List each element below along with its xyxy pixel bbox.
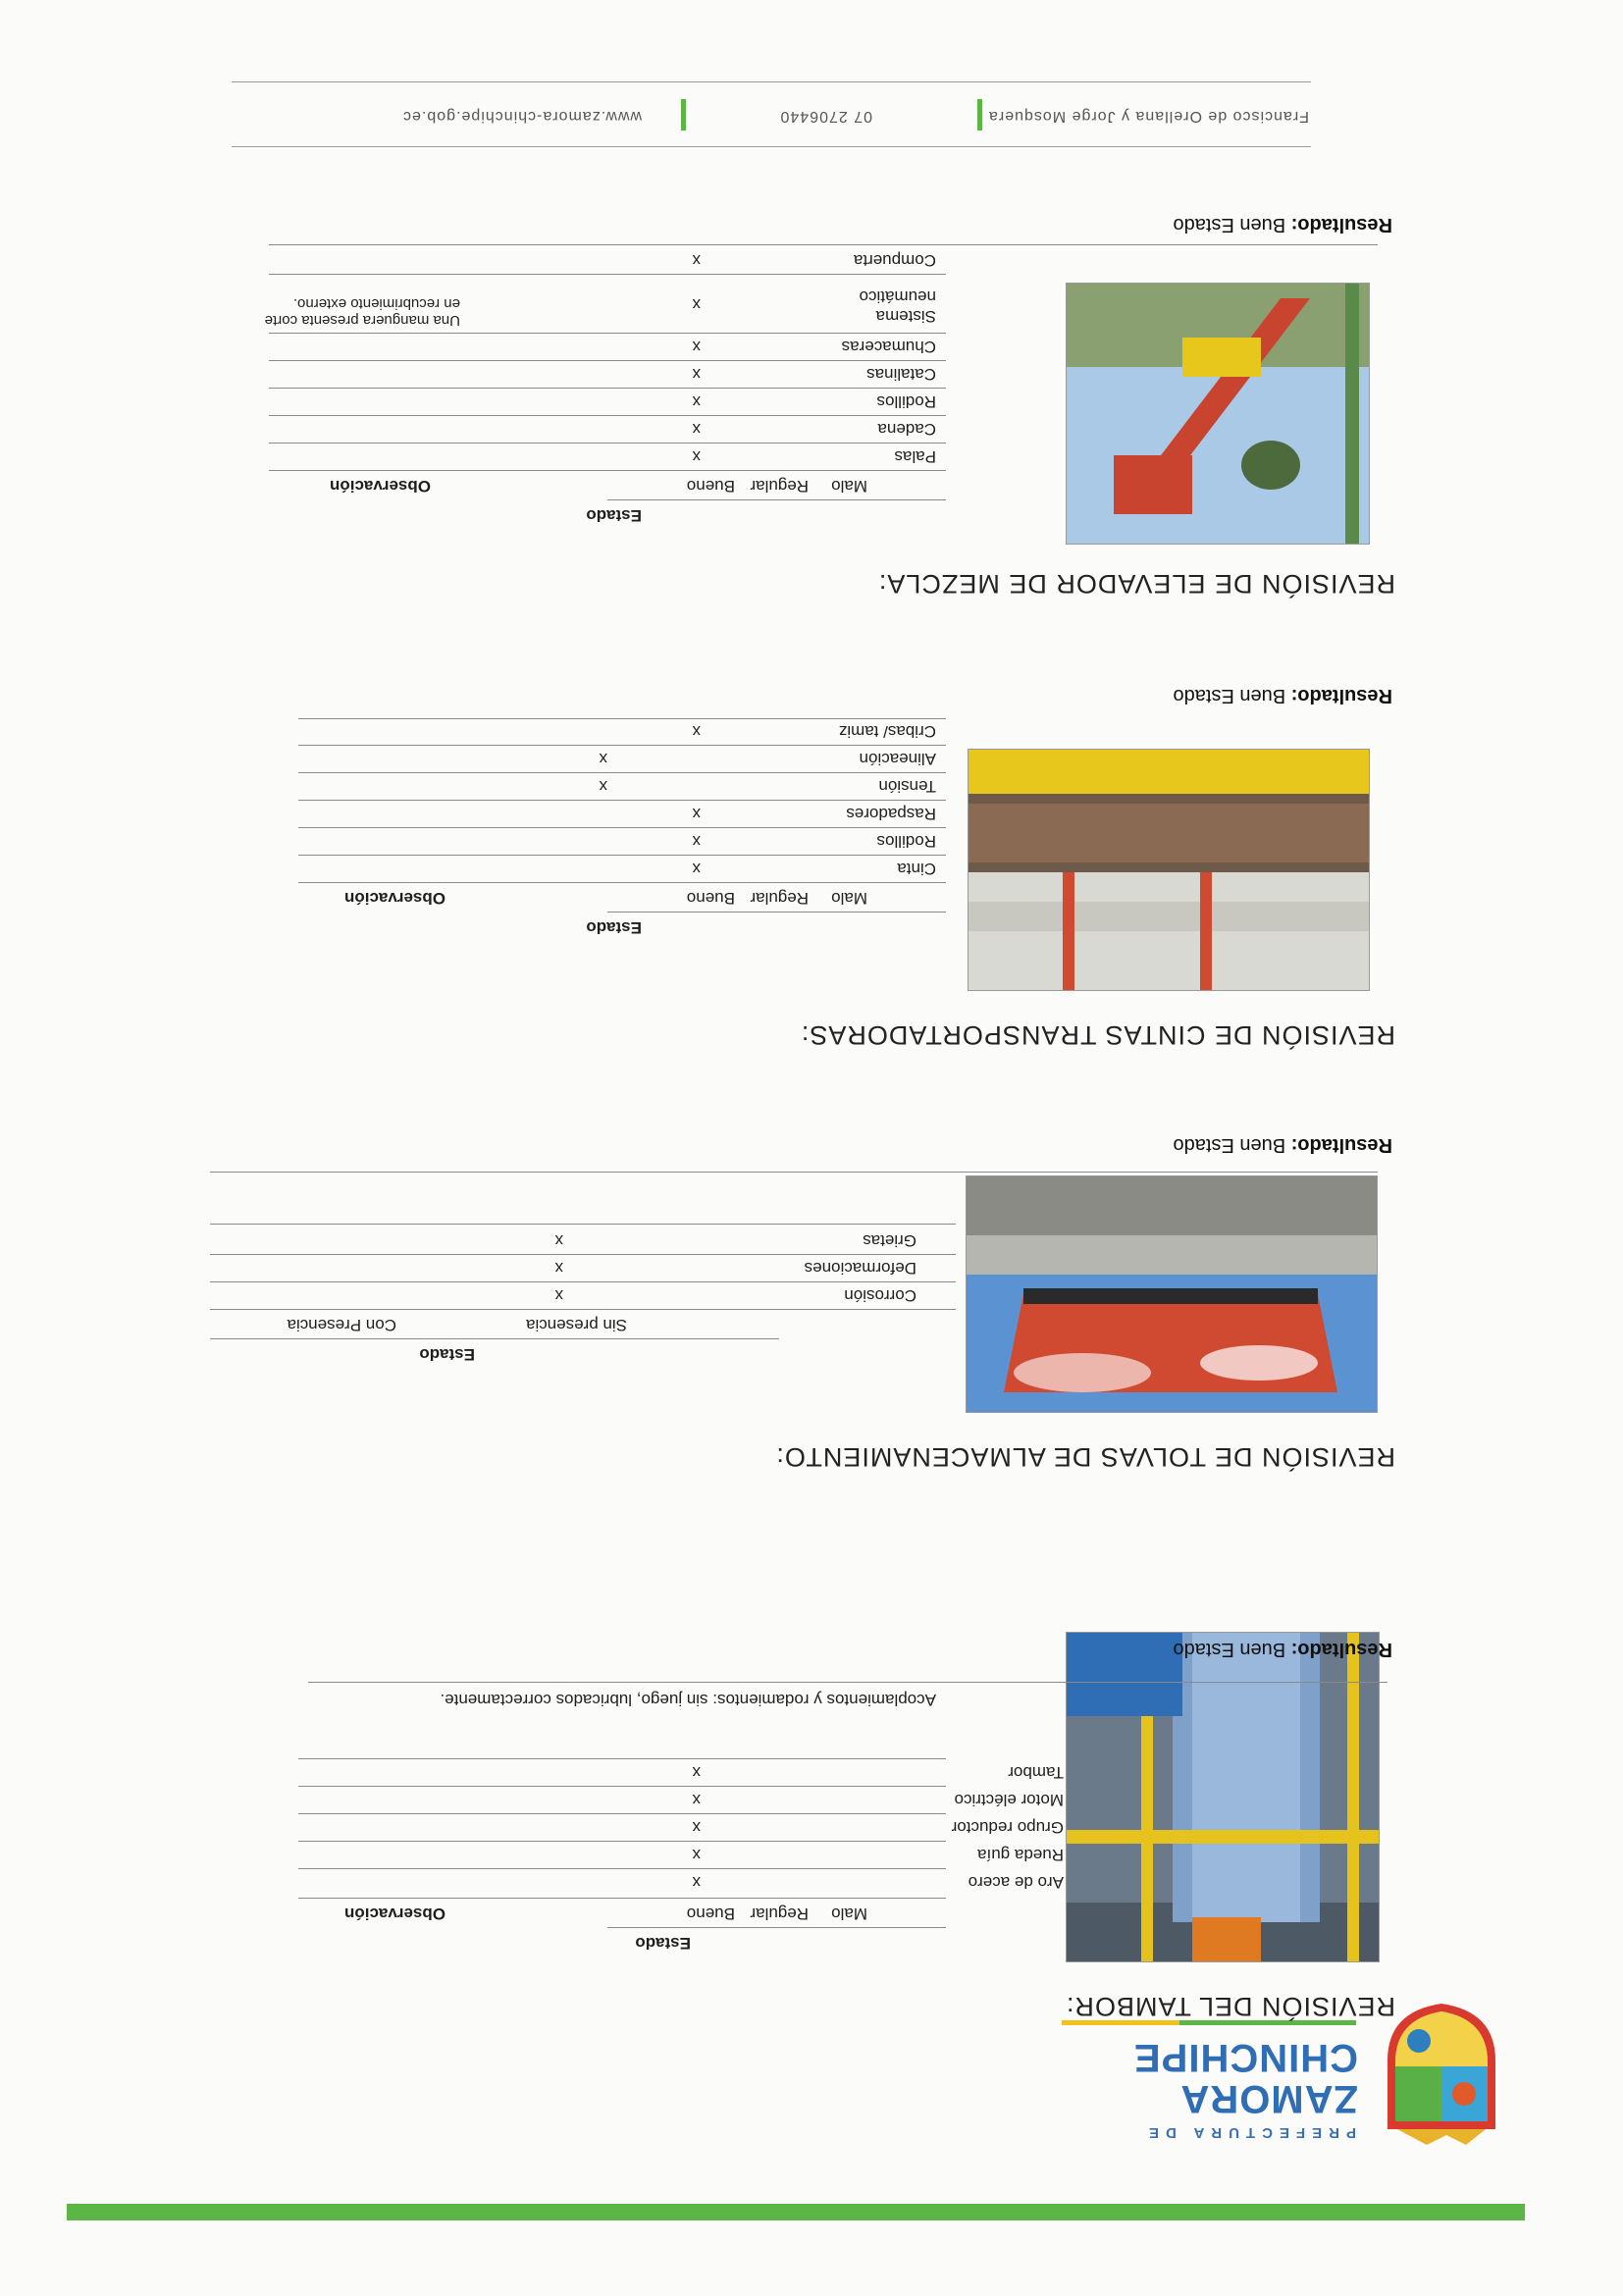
elevador-observation: Una manguera presenta corte en recubrimiento externo. <box>264 295 460 329</box>
bueno-mark: x <box>692 365 701 384</box>
elevador-result: Resultado: Buen Estado <box>1173 214 1392 235</box>
header-bueno: Bueno <box>686 477 735 496</box>
header-estado: Estado <box>635 1934 691 1953</box>
header-underline <box>607 499 946 500</box>
sin-presencia-mark: x <box>554 1231 563 1250</box>
footer-separator <box>977 99 982 130</box>
photo-cintas <box>968 749 1370 991</box>
table-row-label: Cadena <box>877 420 936 439</box>
table-row-line <box>298 827 946 828</box>
header-regular: Regular <box>750 889 809 908</box>
section-title-tolvas: REVISIÓN DE TOLVAS DE ALMACENAMIENTO: <box>775 1442 1395 1472</box>
header-observacion: Observación <box>344 1905 445 1923</box>
bueno-mark: x <box>692 251 701 270</box>
header-bueno: Bueno <box>686 1905 735 1923</box>
prefecture-logo <box>858 2002 1505 2149</box>
header-malo: Malo <box>831 477 867 496</box>
table-row-label: Corrosión <box>844 1286 916 1305</box>
table-row-line <box>298 1898 946 1899</box>
bueno-mark: x <box>692 447 701 466</box>
bueno-mark: x <box>692 805 701 823</box>
bueno-mark: x <box>692 722 701 741</box>
section-line <box>269 244 1378 245</box>
footer-phone: 07 2706440 <box>779 108 872 125</box>
header-estado-cintas: Estado <box>586 918 642 937</box>
header-regular: Regular <box>750 1905 809 1923</box>
table-row-label: Deformaciones <box>804 1259 916 1278</box>
section-title-tambor: REVISIÓN DEL TAMBOR: <box>1065 1992 1395 2021</box>
table-row-label: Tambor <box>1008 1763 1064 1782</box>
table-row-label: Grietas <box>863 1231 916 1250</box>
footer-address: Francisco de Orellana y Jorge Mosquera <box>987 108 1309 125</box>
table-row-label: Compuerta <box>853 251 936 270</box>
bueno-mark: x <box>692 860 701 878</box>
logo-prefix-text: PREFECTURA DE <box>1142 2124 1356 2141</box>
header-malo: Malo <box>831 889 867 908</box>
table-row-line <box>269 415 946 416</box>
table-row-label: Chumaceras <box>841 338 936 356</box>
header-malo: Malo <box>831 1905 867 1923</box>
header-green-band <box>67 2204 1525 2220</box>
table-row-line <box>269 333 946 334</box>
table-row-label: Grupo reductor <box>951 1818 1064 1837</box>
bueno-mark: x <box>692 1873 701 1892</box>
table-row-line <box>298 800 946 801</box>
table-row-label: Cinta <box>897 860 936 878</box>
header-sin-presencia: Sin presencia <box>525 1316 627 1334</box>
bueno-mark: x <box>692 338 701 356</box>
header-underline <box>210 1338 779 1339</box>
table-row-line <box>298 855 946 856</box>
table-row-label: Alineación <box>859 750 936 768</box>
header-estado-tolvas: Estado <box>419 1345 475 1364</box>
section-title-elevador: REVISIÓN DE ELEVADOR DE MEZCLA: <box>877 569 1395 599</box>
table-row-line <box>210 1309 956 1310</box>
header-bueno: Bueno <box>686 889 735 908</box>
header-regular: Regular <box>750 477 809 496</box>
photo-elevador <box>1066 283 1370 545</box>
header-observacion: Observación <box>330 477 431 496</box>
bueno-mark: x <box>692 1818 701 1837</box>
regular-mark: x <box>599 750 607 768</box>
section-line <box>308 1682 1387 1683</box>
logo-title-line1: ZAMORA <box>1179 2077 1358 2120</box>
table-row-line <box>298 772 946 773</box>
table-row-label: Raspadores <box>846 805 936 823</box>
header-underline <box>607 1927 946 1928</box>
tambor-result: Resultado: Buen Estado <box>1173 1639 1392 1660</box>
table-row-line <box>210 1254 956 1255</box>
logo-title-line2: CHINCHIPE <box>1132 2036 1358 2079</box>
bueno-mark: x <box>692 392 701 411</box>
table-row-line <box>269 388 946 389</box>
coat-of-arms-icon <box>1378 2002 1505 2149</box>
header-underline <box>607 912 946 913</box>
table-row-line <box>298 1841 946 1842</box>
table-row-label: Motor eléctrico <box>954 1791 1064 1809</box>
table-row-label: Aro de acero <box>968 1873 1064 1892</box>
sin-presencia-mark: x <box>554 1286 563 1305</box>
section-title-cintas: REVISIÓN DE CINTAS TRANSPORTADORAS: <box>800 1020 1395 1050</box>
table-row-label: Rodillos <box>876 392 936 411</box>
table-row-line <box>298 1786 946 1787</box>
header-estado-elevador: Estado <box>586 506 642 525</box>
table-row-label: Rueda guía <box>977 1846 1064 1864</box>
bueno-mark: x <box>692 1763 701 1782</box>
table-row-line <box>269 470 946 471</box>
table-row-label: Cribas/ tamiz <box>838 722 936 741</box>
bueno-mark: x <box>692 1846 701 1864</box>
table-row-line <box>298 1758 946 1759</box>
header-con-presencia: Con Presencia <box>287 1316 396 1334</box>
bueno-mark: x <box>692 832 701 851</box>
regular-mark: x <box>599 777 607 796</box>
bueno-mark: x <box>692 420 701 439</box>
header-observacion: Observación <box>344 889 445 908</box>
section-line <box>210 1172 1378 1173</box>
bueno-mark: x <box>692 295 701 314</box>
footer-separator <box>681 99 686 130</box>
table-row-line <box>298 745 946 746</box>
table-row-line <box>298 882 946 883</box>
table-row-line <box>210 1281 956 1282</box>
cintas-result: Resultado: Buen Estado <box>1173 685 1392 706</box>
table-row-label: Catalinas <box>866 365 936 384</box>
footer-website: www.zamora-chinchipe.gob.ec <box>402 108 642 125</box>
footer-top-line <box>232 146 1311 147</box>
table-row-line <box>298 1868 946 1869</box>
table-row-line <box>210 1224 956 1225</box>
table-row-line <box>269 443 946 444</box>
bueno-mark: x <box>692 1791 701 1809</box>
tambor-note: Acoplamientos y rodamientos: sin juego, lubricados correctamente. <box>440 1691 936 1709</box>
table-row-line <box>298 718 946 719</box>
photo-tolvas <box>966 1175 1378 1413</box>
table-row-line <box>298 1813 946 1814</box>
footer <box>230 93 1309 132</box>
sin-presencia-mark: x <box>554 1259 563 1278</box>
table-row-line <box>269 274 946 275</box>
table-row-label: Tensión <box>878 777 936 796</box>
table-row-line <box>269 360 946 361</box>
table-row-label: Palas <box>894 447 936 466</box>
tolvas-result: Resultado: Buen Estado <box>1173 1134 1392 1156</box>
footer-bottom-line <box>232 81 1311 82</box>
table-row-label: Rodillos <box>876 832 936 851</box>
table-row-label: Sistema neumático <box>859 287 936 326</box>
